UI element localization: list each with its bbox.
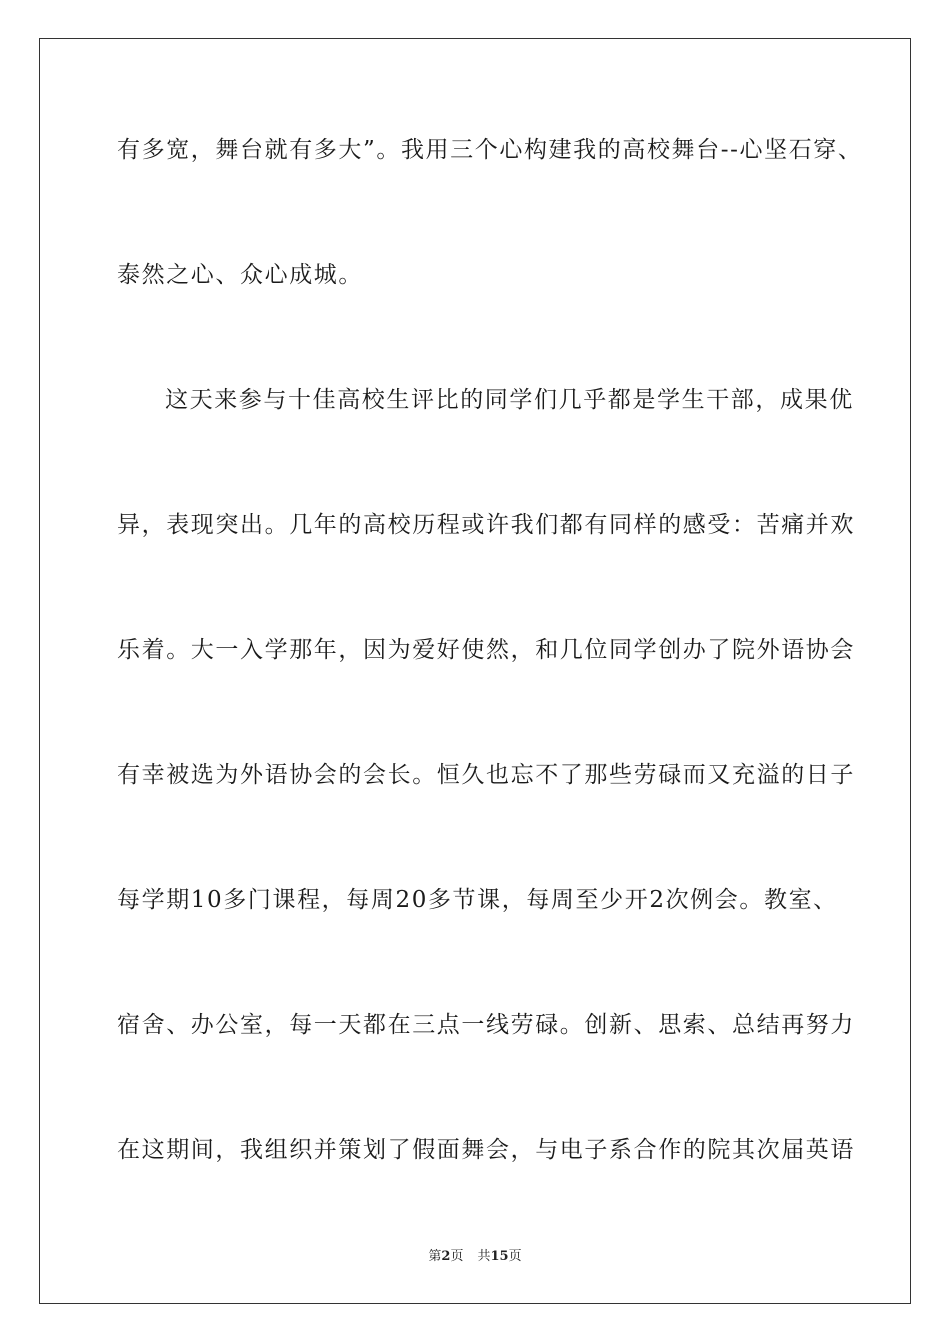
page-footer: [0, 1248, 950, 1266]
total-pages: 15: [490, 1249, 509, 1264]
total-suffix: 页: [508, 1249, 522, 1264]
text-line: 泰然之心、众心成城。: [117, 262, 363, 288]
text-line: 在这期间，我组织并策划了假面舞会，与电子系合作的院其次届英语: [117, 1137, 855, 1163]
page-border: [39, 38, 911, 1304]
total-prefix: 共: [477, 1249, 491, 1264]
page-suffix: 页: [450, 1249, 464, 1264]
text-line: 每学期10多门课程，每周20多节课，每周至少开2次例会。教室、: [117, 887, 838, 913]
text-line: 宿舍、办公室，每一天都在三点一线劳碌。创新、思索、总结再努力: [117, 1012, 855, 1038]
page-prefix: 第: [428, 1249, 442, 1264]
text-line: 有幸被选为外语协会的会长。恒久也忘不了那些劳碌而又充溢的日子: [117, 762, 855, 788]
text-line: 有多宽，舞台就有多大”。我用三个心构建我的高校舞台--心坚石穿、: [117, 137, 863, 163]
paragraph-start-line: 这天来参与十佳高校生评比的同学们几乎都是学生干部，成果优: [165, 387, 854, 413]
current-page-number: 2: [441, 1249, 451, 1264]
text-line: 乐着。大一入学那年，因为爱好使然，和几位同学创办了院外语协会: [117, 637, 855, 663]
text-line: 异，表现突出。几年的高校历程或许我们都有同样的感受：苦痛并欢: [117, 512, 855, 538]
